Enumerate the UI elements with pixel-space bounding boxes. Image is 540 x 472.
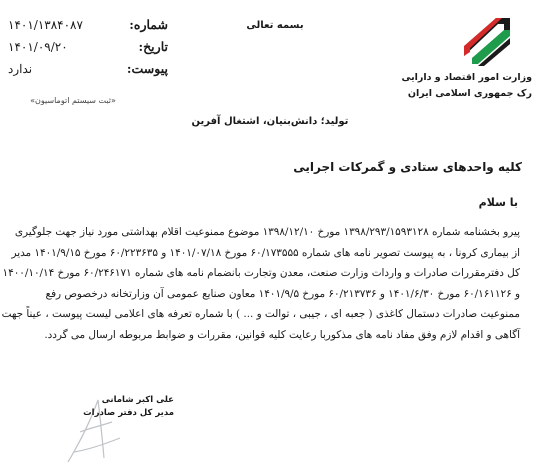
date-label: تاریخ: [138,39,168,54]
automation-note: «ثبت سیستم اتوماسیون» [30,96,116,105]
attachment-label: پیوست: [126,61,168,76]
body-line: پیرو بخشنامه شماره ۱۳۹۸/۲۹۳/۱۵۹۳۱۲۸ مورخ ۱۳۹۸/۱۲/۱۰ موضوع ممنوعیت اقلام بهداشتی مورد نیاز جهت جلوگیری [14,226,520,238]
bismillah-heading: بسمه تعالی [246,20,304,31]
ministry-line-1: وزارت امور اقتصاد و دارایی [401,72,532,83]
meta-date-row [8,36,168,58]
body-line: کل دفترمقررات صادرات و واردات وزارت صنعت، معدن وتجارت بانضمام نامه های شماره ۶۰/۲۴۶۱۷۱ مورخ ۱۴۰۰/۱۰/۱۴ [2,267,520,280]
body-line: آگاهی و اقدام لازم وفق مفاد نامه های مذکوربا رعایت کلیه قوانین، مقررات و ضوابط مربوطه ارسال می گردد. [44,328,520,341]
letter-body [1,222,520,346]
attachment-value: ندارد [8,62,33,76]
date-value: ۱۴۰۱/۰۹/۲۰ [8,40,68,54]
number-label: شماره: [129,17,168,32]
signature-block [54,394,174,420]
addressee: کلیه واحدهای ستادی و گمرکات اجرایی [293,160,522,174]
letter-meta [8,14,168,80]
meta-number-row [8,14,168,36]
ministry-name [400,70,532,102]
slogan-banner: تولید؛ دانش‌بنیان، اشتغال آفرین [191,116,349,127]
ministry-line-2: رک جمهوری اسلامی ایران [407,88,532,99]
body-line: و ۶۰/۱۶۱۱۲۶ مورخ ۱۴۰۱/۶/۳۰ و ۶۰/۲۱۳۷۳۶ مورخ ۱۴۰۱/۹/۵ معاون صنایع عمومی آن وزارتخانه درخصوص رفع [45,287,520,300]
number-value: ۱۴۰۱/۱۳۸۴۰۸۷ [8,18,83,32]
signatory-name: علی اکبر شامانی [101,395,174,405]
meta-attachment-row [8,58,168,80]
customs-logo-icon [458,12,516,70]
body-line: از بیماری کرونا ، به پیوست تصویر نامه های شماره ۶۰/۱۷۳۵۵۵ مورخ ۱۴۰۱/۰۷/۱۸ و ۶۰/۲۲۳۶۳۵ مورخ ۱۴۰۱/۹/۱۵ مدیر [11,246,520,259]
body-line: ممنوعیت صادرات دستمال کاغذی ( جعبه ای ، جیبی ، توالت و ... ) با شماره تعرفه های اعلامی لیست پیوست ، عیناً جهت [1,308,520,321]
greeting: با سلام [478,196,518,209]
signatory-title: مدیر کل دفتر صادرات [83,408,174,418]
